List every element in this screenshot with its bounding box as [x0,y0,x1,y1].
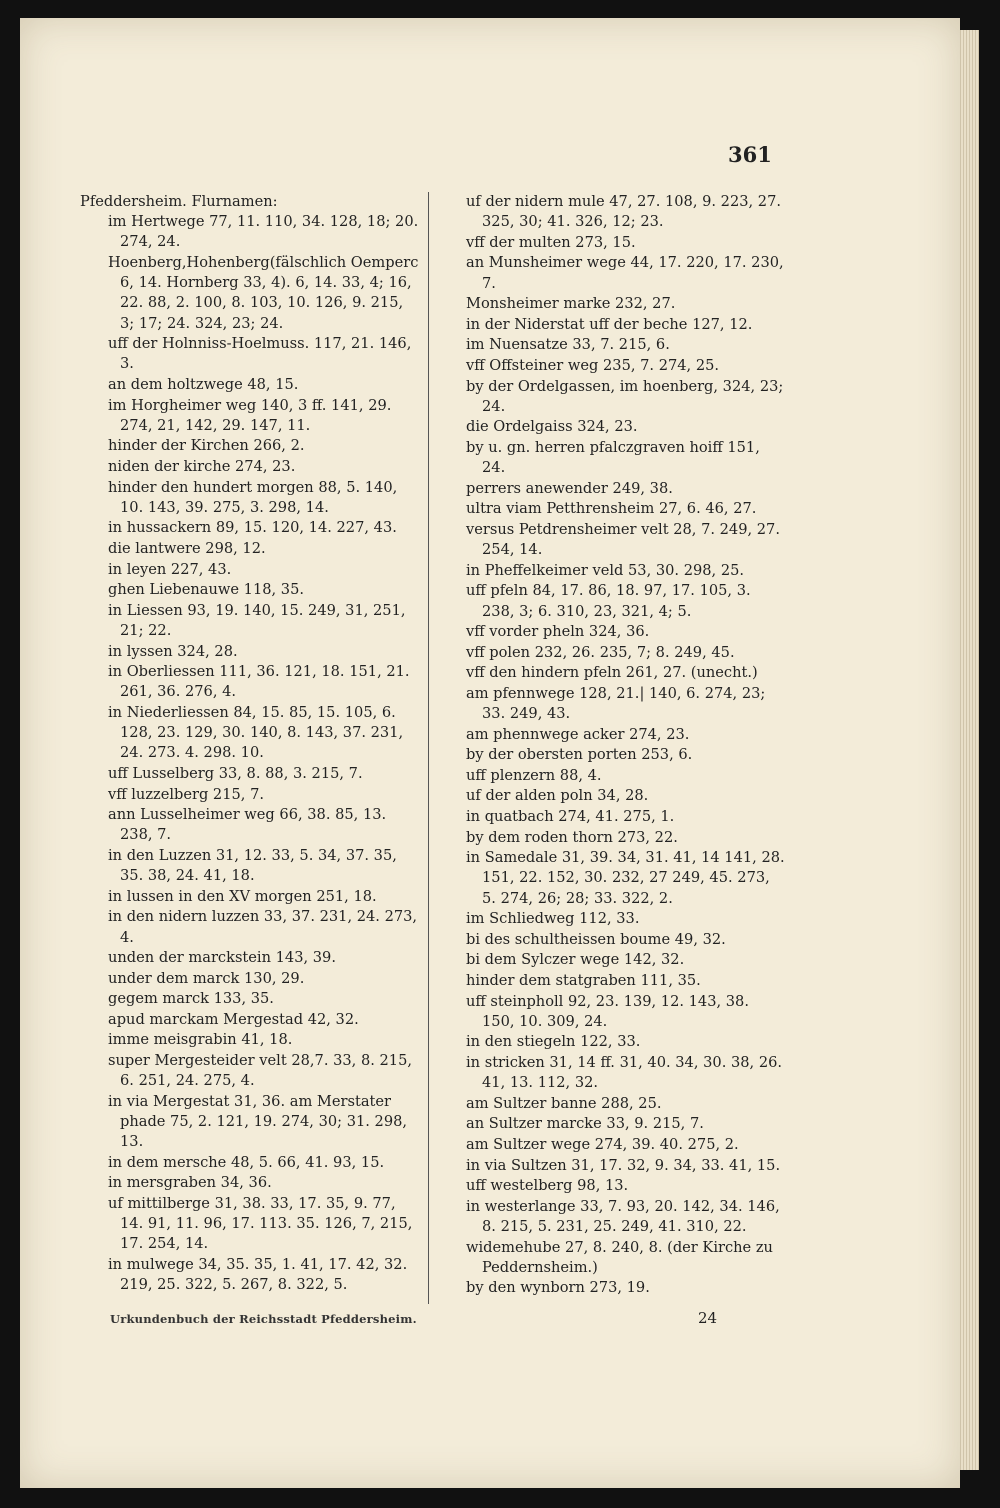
index-entry: uff westelberg 98, 13. [466,1177,629,1195]
index-entry: perrers anewender 249, 38. [466,479,673,497]
index-entry: am Sultzer wege 274, 39. 40. 275, 2. [466,1136,739,1154]
index-entry: in lyssen 324, 28. [108,642,238,660]
index-entry: imme meisgrabin 41, 18. [108,1031,293,1049]
index-entry: bi des schultheissen boume 49, 32. [466,930,726,948]
index-entry: in den Luzzen 31, 12. 33, 5. 34, 37. 35, 35. 38, 24. 41, 18. [108,846,397,885]
index-entry: super Mergesteider velt 28,7. 33, 8. 215, 6. 251, 24. 275, 4. [108,1052,412,1090]
index-entry: in hussackern 89, 15. 120, 14. 227, 43. [108,519,397,537]
index-entry: in quatbach 274, 41. 275, 1. [466,808,675,826]
index-entry: am pfennwege 128, 21.| 140, 6. 274, 23; 33. 249, 43. [466,684,766,723]
left-entries [80,212,420,1295]
index-entry: under dem marck 130, 29. [108,969,305,987]
right-entries [466,192,786,1299]
index-entry: by u. gn. herren pfalczgraven hoiff 151, 24. [466,438,760,477]
index-entry: uff pfeln 84, 17. 86, 18. 97, 17. 105, 3. 238, 3; 6. 310, 23, 321, 4; 5. [466,582,751,620]
index-entry: uf mittilberge 31, 38. 33, 17. 35, 9. 77, 14. 91, 11. 96, 17. 113. 35. 126, 7, 215, 17. 254, 14. [108,1195,413,1253]
footer-book-title: Urkundenbuch der Reichsstadt Pfeddersheim. [110,1312,417,1326]
index-entry: am phennwege acker 274, 23. [466,725,690,743]
index-entry: im Nuensatze 33, 7. 215, 6. [466,336,670,354]
page-number: 361 [728,142,772,167]
index-entry: in Niederliessen 84, 15. 85, 15. 105, 6. 128, 23. 129, 30. 140, 8. 143, 37. 231, 24. 273. 4. 298. 10. [108,703,404,762]
index-entry: ghen Liebenauwe 118, 35. [108,581,304,599]
index-entry: unden der marckstein 143, 39. [108,949,336,967]
index-entry: ultra viam Petthrensheim 27, 6. 46, 27. [466,500,757,518]
index-entry: in lussen in den XV morgen 251, 18. [108,887,377,905]
index-entry: in Pheffelkeimer veld 53, 30. 298, 25. [466,561,745,579]
index-entry: vff Offsteiner weg 235, 7. 274, 25. [466,356,720,374]
index-entry: an dem holtzwege 48, 15. [108,376,299,393]
index-entry: in via Sultzen 31, 17. 32, 9. 34, 33. 41, 15. [466,1156,781,1174]
index-entry: die Ordelgaiss 324, 23. [466,418,638,436]
index-entry: in der Niderstat uff der beche 127, 12. [466,315,753,333]
index-entry: vff polen 232, 26. 235, 7; 8. 249, 45. [466,643,735,661]
index-entry: vff vorder pheln 324, 36. [466,623,650,641]
index-entry: Monsheimer marke 232, 27. [466,295,676,313]
index-entry: in den nidern luzzen 33, 37. 231, 24. 273, 4. [108,908,418,946]
index-entry: die lantwere 298, 12. [108,539,266,557]
index-entry: uff Lusselberg 33, 8. 88, 3. 215, 7. [108,764,363,782]
index-entry: by der obersten porten 253, 6. [466,746,693,764]
index-entry: by der Ordelgassen, im hoenberg, 324, 23; 24. [466,377,784,415]
index-entry: vff luzzelberg 215, 7. [108,785,264,803]
index-entry: in via Mergestat 31, 36. am Merstater phade 75, 2. 121, 19. 274, 30; 31. 298, 13. [108,1092,408,1151]
index-entry: gegem marck 133, 35. [108,990,274,1008]
index-entry: ann Lusselheimer weg 66, 38. 85, 13. 238, 7. [108,806,387,844]
index-entry: in Oberliessen 111, 36. 121, 18. 151, 21. 261, 36. 276, 4. [108,663,410,701]
index-entry: vff der multen 273, 15. [466,233,636,251]
index-entry: uff plenzern 88, 4. [466,766,602,784]
index-entry: in Liessen 93, 19. 140, 15. 249, 31, 251, 21; 22. [108,601,406,639]
index-entry: widemehube 27, 8. 240, 8. (der Kirche zu Peddernsheim.) [466,1238,773,1276]
index-entry: uff steinpholl 92, 23. 139, 12. 143, 38. 150, 10. 309, 24. [466,992,749,1030]
left-column [80,192,420,1296]
index-entry: in Samedale 31, 39. 34, 31. 41, 14 141, 28. 151, 22. 152, 30. 232, 27 249, 45. 273, 5. 274, 26; 28; 33. 322, 2. [466,849,785,907]
index-entry: uf der nidern mule 47, 27. 108, 9. 223, 27. 325, 30; 41. 326, 12; 23. [466,193,782,231]
index-entry: an Sultzer marcke 33, 9. 215, 7. [466,1115,704,1133]
column-divider [428,192,429,1304]
index-heading: Pfeddersheim. Flurnamen: [80,193,278,210]
index-entry: niden der kirche 274, 23. [108,457,296,475]
index-entry: versus Petdrensheimer velt 28, 7. 249, 27. 254, 14. [466,520,780,559]
index-entry: vff den hindern pfeln 261, 27. (unecht.) [466,664,758,682]
footer-signature: 24 [698,1309,718,1327]
index-entry: in leyen 227, 43. [108,560,232,578]
index-entry: in stricken 31, 14 ff. 31, 40. 34, 30. 38, 26. 41, 13. 112, 32. [466,1054,783,1092]
index-entry: hinder der Kirchen 266, 2. [108,437,305,455]
index-entry: hinder dem statgraben 111, 35. [466,972,701,990]
index-entry: in den stiegeln 122, 33. [466,1033,641,1051]
index-entry: in mersgraben 34, 36. [108,1174,272,1192]
index-entry: in westerlange 33, 7. 93, 20. 142, 34. 146, 8. 215, 5. 231, 25. 249, 41. 310, 22. [466,1197,780,1235]
index-entry: apud marckam Mergestad 42, 32. [108,1010,359,1028]
index-entry: am Sultzer banne 288, 25. [466,1094,662,1112]
index-entry: uff der Holnniss-Hoelmuss. 117, 21. 146, 3. [108,335,412,373]
index-entry: by dem roden thorn 273, 22. [466,828,678,846]
right-column [466,192,786,1299]
index-entry: in dem mersche 48, 5. 66, 41. 93, 15. [108,1153,385,1171]
index-entry: im Hertwege 77, 11. 110, 34. 128, 18; 20. 274, 24. [108,213,419,251]
index-entry: an Munsheimer wege 44, 17. 220, 17. 230, 7. [466,254,784,292]
index-entry: bi dem Sylczer wege 142, 32. [466,951,685,969]
index-entry: uf der alden poln 34, 28. [466,787,649,805]
index-entry: by den wynborn 273, 19. [466,1279,650,1297]
index-entry: hinder den hundert morgen 88, 5. 140, 10. 143, 39. 275, 3. 298, 14. [108,478,398,516]
index-entry: in mulwege 34, 35. 35, 1. 41, 17. 42, 32. 219, 25. 322, 5. 267, 8. 322, 5. [108,1256,408,1294]
index-entry: im Horgheimer weg 140, 3 ff. 141, 29. 274, 21, 142, 29. 147, 11. [108,396,392,434]
index-entry: im Schliedweg 112, 33. [466,910,640,928]
index-entry: Hoenberg,Hohenberg(fälschlich Oemperc 6, 14. Hornberg 33, 4). 6, 14. 33, 4; 16, 22. 88, 2. 100, 8. 103, 10. 126, 9. 215, 3; 17; 24. 324, 23; 24. [108,254,419,332]
